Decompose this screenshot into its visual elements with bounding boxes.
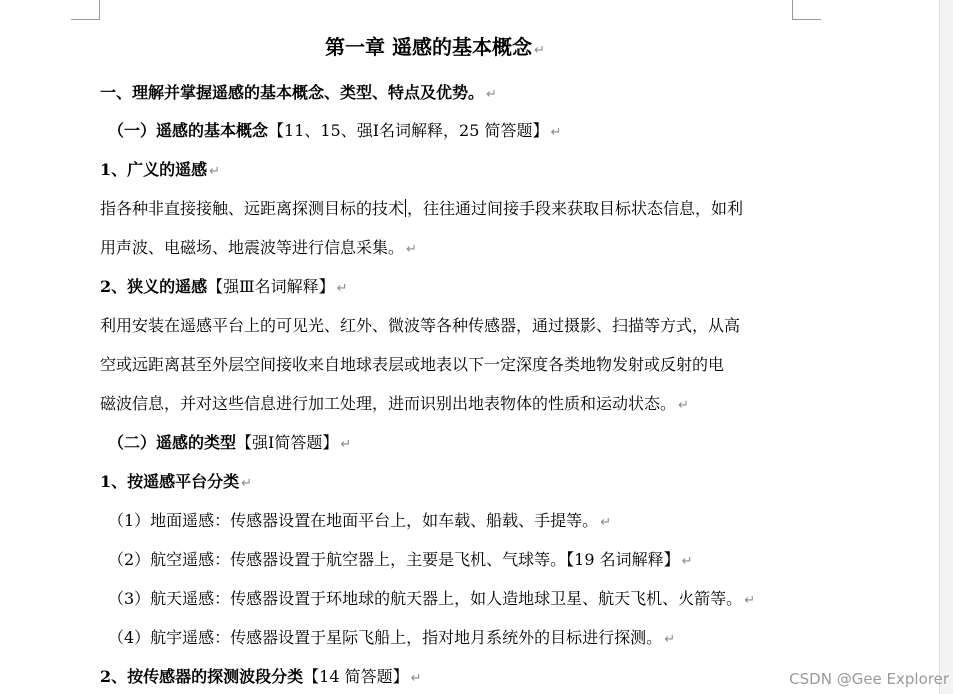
paragraph-line[interactable]: 空或远距离甚至外层空间接收来自地球表层或地表以下一定深度各类地物发射或反射的电 [100, 355, 725, 374]
return-mark-icon: ↵ [406, 242, 417, 257]
return-mark-icon: ↵ [486, 87, 497, 102]
return-mark-icon: ↵ [600, 515, 612, 530]
return-mark-icon: ↵ [410, 671, 422, 686]
return-mark-icon: ↵ [209, 164, 221, 179]
page-corner-top-right [792, 0, 821, 20]
return-mark-icon: ↵ [340, 437, 352, 452]
return-mark-icon: ↵ [744, 593, 756, 608]
list-item[interactable]: （2）航空遥感：传感器设置于航空器上，主要是飞机、气球等。【19 名词解释】 ↵ [108, 550, 693, 569]
return-mark-icon: ↵ [336, 281, 348, 296]
paragraph-line[interactable]: 指各种非直接接触、远距离探测目标的技术 ，往往通过间接手段来获取目标状态信息，如利 [100, 199, 744, 218]
return-mark-icon: ↵ [681, 554, 693, 569]
classification-heading[interactable]: 1、按遥感平台分类 ↵ [100, 472, 253, 491]
return-mark-icon: ↵ [550, 125, 562, 140]
list-item[interactable]: （4）航宇遥感：传感器设置于星际飞船上，指对地月系统外的目标进行探测。 ↵ [108, 628, 676, 647]
watermark: CSDN @Gee Explorer [789, 670, 949, 688]
section-heading[interactable]: 一、理解并掌握遥感的基本概念、类型、特点及优势。 ↵ [100, 83, 497, 102]
text-cursor [405, 199, 406, 217]
classification-heading[interactable]: 2、按传感器的探测波段分类【14 简答题】 ↵ [100, 667, 422, 686]
vertical-scrollbar[interactable] [939, 0, 953, 694]
list-item[interactable]: （3）航天遥感：传感器设置于环地球的航天器上，如人造地球卫星、航天飞机、火箭等。 ↵ [108, 589, 756, 608]
subsection-heading[interactable]: （二）遥感的类型【强Ⅰ简答题】 ↵ [108, 433, 352, 452]
page-corner-top-left [71, 0, 100, 20]
return-mark-icon: ↵ [678, 398, 689, 413]
list-item[interactable]: （1）地面遥感：传感器设置在地面平台上，如车载、船载、手提等。 ↵ [108, 511, 612, 530]
paragraph-line[interactable]: 用声波、电磁场、地震波等进行信息采集。 ↵ [100, 238, 417, 257]
chapter-title[interactable]: 第一章 遥感的基本概念 ↵ [325, 35, 545, 59]
paragraph-line[interactable]: 磁波信息，并对这些信息进行加工处理，进而识别出地表物体的性质和运动状态。 ↵ [100, 394, 689, 413]
definition-heading[interactable]: 1、广义的遥感 ↵ [100, 160, 221, 179]
definition-heading[interactable]: 2、狭义的遥感【强Ⅲ名词解释】 ↵ [100, 277, 348, 296]
paragraph-line[interactable]: 利用安装在遥感平台上的可见光、红外、微波等各种传感器，通过摄影、扫描等方式，从高 [100, 316, 741, 335]
subsection-heading[interactable]: （一）遥感的基本概念【11、15、强Ⅰ名词解释，25 简答题】 ↵ [108, 121, 562, 140]
return-mark-icon: ↵ [664, 632, 676, 647]
return-mark-icon: ↵ [533, 43, 545, 58]
return-mark-icon: ↵ [241, 476, 253, 491]
